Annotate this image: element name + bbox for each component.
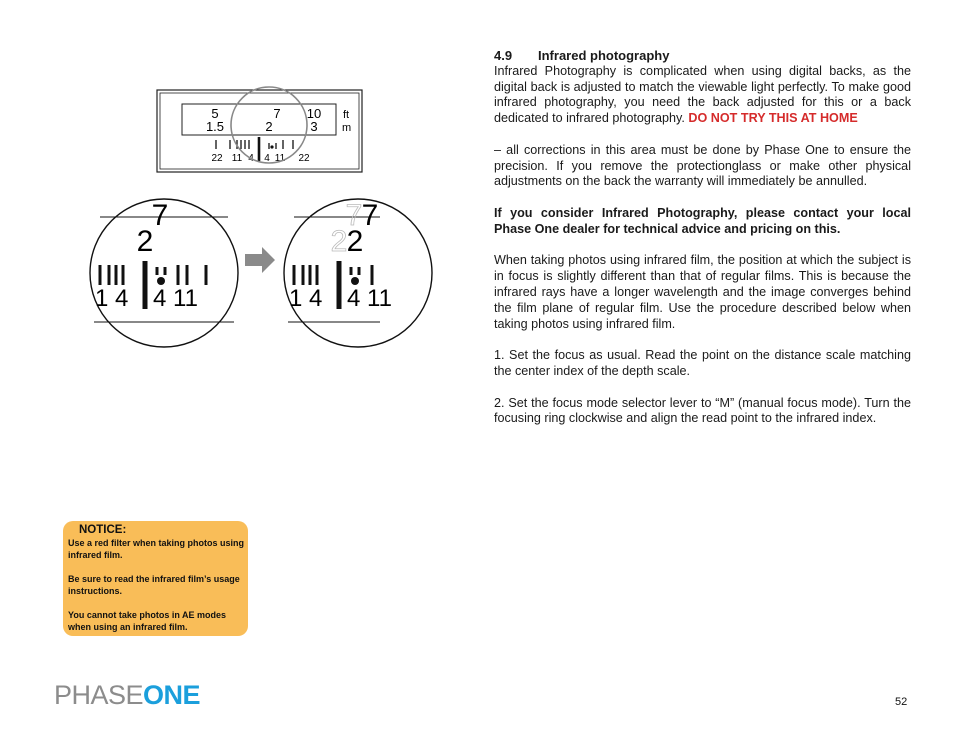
- ft-value-3: 10: [306, 106, 322, 121]
- depth-value-1: 22: [211, 153, 223, 164]
- notice-item: You cannot take photos in AE modes when using an infrared film.: [68, 610, 227, 632]
- zoom-before-bottom-value: 2: [136, 225, 154, 258]
- warning-text: DO NOT TRY THIS AT HOME: [688, 111, 858, 126]
- depth-value-5: 11: [274, 153, 286, 164]
- ft-unit: ft: [343, 109, 350, 121]
- zoom-circle-after: [284, 199, 432, 347]
- notice-item: Be sure to read the infrared film’s usage instructions.: [68, 574, 240, 596]
- zoom-after-depth-left: 1 4: [289, 285, 323, 312]
- zoom-before-depth-left: 1 4: [95, 285, 129, 312]
- zoom-after-bottom-value: 2: [346, 225, 364, 258]
- m-value-3: 3: [310, 119, 318, 134]
- depth-value-6: 22: [298, 153, 310, 164]
- paragraph-infrared-film: When taking photos using infrared film, the position at which the subject is in focus is slightly different than that of regular films. This is because the infrared rays have a longer wavelength and the image converges behind the film plane of regular film. Use the procedure described below when taking photos using infrared film.: [494, 253, 911, 331]
- m-value-2: 2: [265, 119, 273, 134]
- zoom-after-ghost-top-value: 7: [345, 199, 363, 232]
- zoom-circle-before: [90, 199, 238, 347]
- zoom-before-depth-right: 4 11: [153, 285, 198, 312]
- m-value-1: 1.5: [205, 119, 225, 134]
- page-number: 52: [895, 696, 908, 708]
- notice-item: Use a red filter when taking photos using infrared film.: [68, 538, 245, 560]
- m-unit: m: [342, 122, 352, 134]
- ft-value-1: 5: [211, 106, 219, 121]
- depth-value-4: 4: [264, 153, 270, 164]
- zoom-after-ghost-bottom-value: 2: [330, 225, 348, 258]
- zoom-before-top-value: 7: [151, 199, 169, 232]
- arrow-right-icon: [245, 247, 275, 273]
- phase-one-logo: PHASEONE: [54, 680, 201, 710]
- body-text: [494, 48, 911, 427]
- ft-value-2: 7: [273, 106, 281, 121]
- notice-box: [63, 521, 248, 636]
- section-title: Infrared photography: [538, 48, 670, 63]
- focus-scale-figure: [80, 85, 392, 355]
- notice-title: NOTICE:: [79, 524, 127, 536]
- section-number: 4.9: [494, 48, 513, 63]
- paragraph-intro: [494, 64, 911, 127]
- zoom-after-depth-right: 4 11: [347, 285, 392, 312]
- zoom-after-top-value: 7: [361, 199, 379, 232]
- paragraph-step-1: 1. Set the focus as usual. Read the point on the distance scale matching the center index of the depth scale.: [494, 348, 911, 378]
- paragraph-warranty: – all corrections in this area must be done by Phase One to ensure the precision. If you remove the protectionglass or make other physical adjustments on the back the warranty will immediately be annulled.: [494, 142, 911, 189]
- paragraph-contact: If you consider Infrared Photography, please contact your local Phase One dealer for technical advice and pricing on this.: [494, 205, 911, 236]
- paragraph-intro-text: Infrared Photography is complicated when using digital backs, as the digital back is adjusted to match the viewable light perfectly. To make good infrared photography, you need the back adjusted for this or a back dedicated to infrared photography.: [494, 63, 911, 126]
- section-heading: [494, 48, 911, 64]
- depth-value-3: 4: [248, 153, 254, 164]
- paragraph-step-2: 2. Set the focus mode selector lever to “M” (manual focus mode). Turn the focusing ring clockwise and align the read point to the infrared index.: [494, 395, 911, 426]
- depth-value-2: 11: [231, 153, 243, 164]
